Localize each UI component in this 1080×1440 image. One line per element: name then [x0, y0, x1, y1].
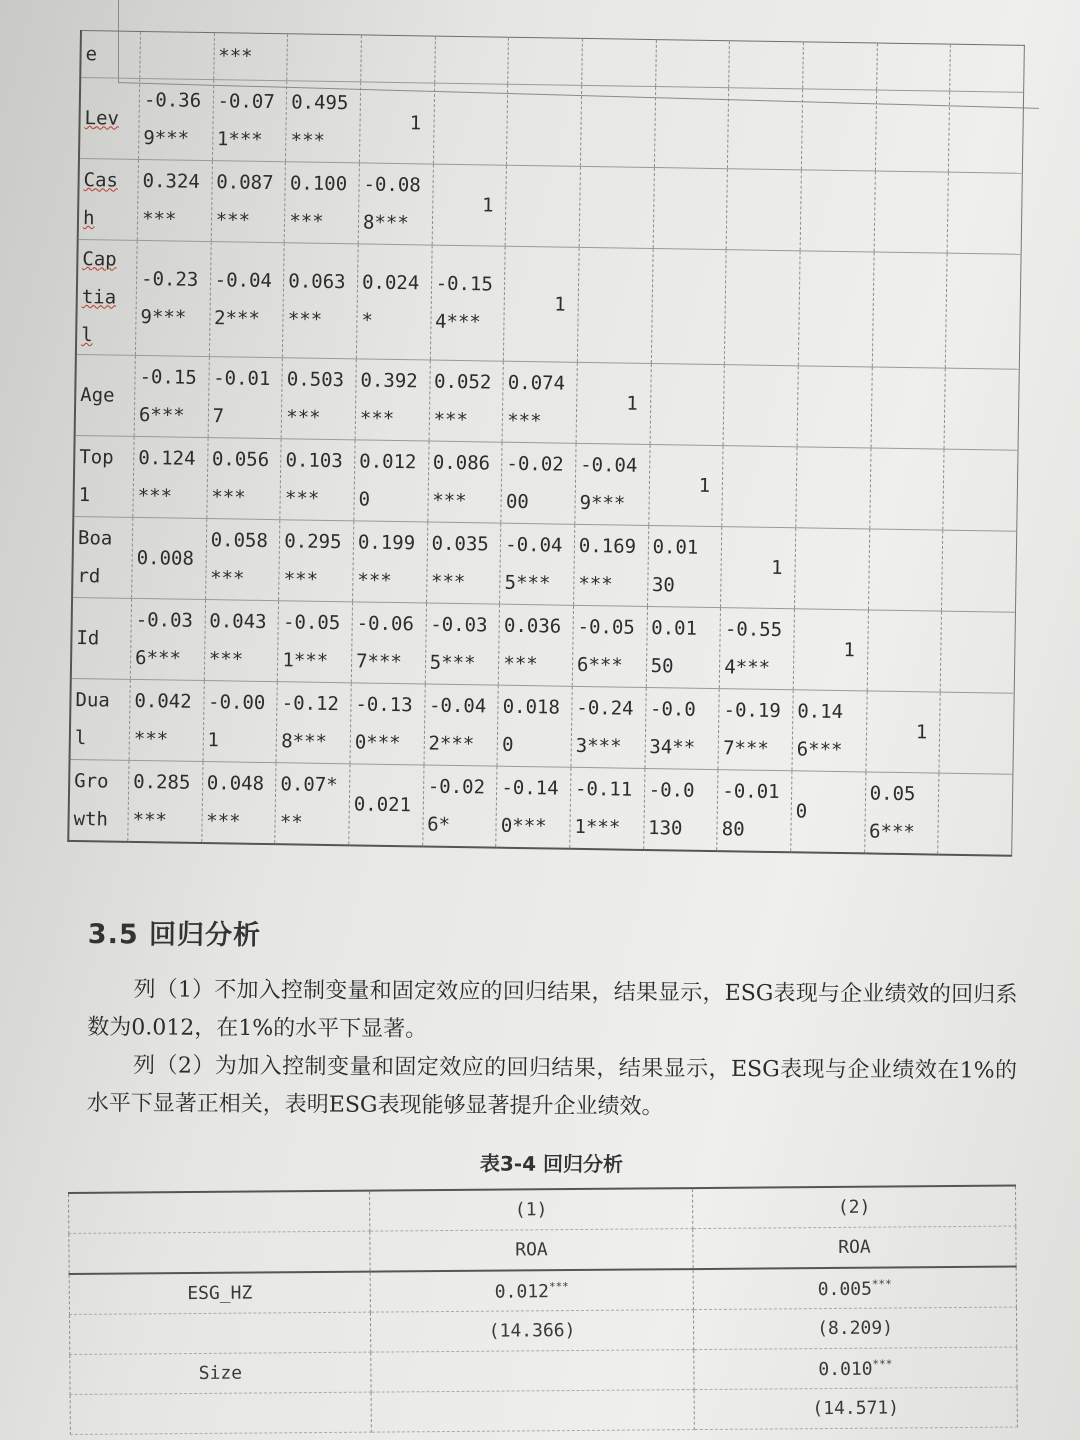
- regression-value: 0.005: [817, 1278, 873, 1300]
- variable-name-cell: [78, 158, 139, 240]
- correlation-cell: 1: [359, 82, 434, 164]
- correlation-cell: 0.285 ***: [128, 760, 203, 843]
- correlation-cell: 0.012 0: [354, 440, 429, 522]
- correlation-cell: 0.07* **: [275, 763, 350, 846]
- correlation-cell: [577, 247, 652, 363]
- variable-name: Id: [76, 627, 100, 650]
- correlation-cell: -0.15 6***: [134, 355, 209, 437]
- variable-name: Age: [80, 384, 115, 407]
- table-row: [75, 354, 1020, 450]
- correlation-cell: -0.13 0***: [350, 683, 425, 765]
- regression-value-cell: [370, 1310, 693, 1353]
- regression-value: (14.571): [812, 1397, 900, 1420]
- variable-name-cell: [71, 597, 132, 679]
- correlation-cell: 1: [721, 527, 796, 609]
- correlation-cell: 0.036 ***: [499, 604, 574, 686]
- correlation-cell: 1: [504, 246, 579, 362]
- correlation-cell: 0.392 ***: [355, 359, 430, 441]
- regression-section: [86, 912, 1018, 1180]
- header-col2-dependent: ROA: [693, 1226, 1016, 1269]
- correlation-cell: 0.169 ***: [573, 524, 648, 606]
- variable-name-cell: [68, 759, 129, 841]
- correlation-cell: [433, 83, 508, 165]
- correlation-cell: 0.495 ***: [286, 81, 361, 163]
- header-col2-number: (2): [692, 1186, 1015, 1229]
- correlation-cell: [725, 250, 800, 366]
- correlation-cell: 0.087 ***: [211, 161, 286, 243]
- correlation-cell: [507, 84, 582, 166]
- variable-name-cell: [80, 31, 140, 79]
- table-row: [68, 759, 1013, 855]
- regression-value-cell: [693, 1307, 1016, 1350]
- correlation-cell: 0.024 *: [356, 244, 431, 360]
- correlation-cell: [728, 88, 803, 170]
- correlation-cell: [801, 89, 876, 171]
- table-row: [70, 678, 1015, 774]
- variable-name: Cas h: [82, 169, 119, 230]
- significance-stars: ***: [871, 1277, 892, 1291]
- correlation-table-container: [67, 30, 1025, 885]
- correlation-cell: -0.11 1***: [570, 767, 645, 850]
- correlation-cell: 0.324 ***: [137, 159, 212, 241]
- regression-value-cell: [693, 1267, 1016, 1310]
- correlation-cell: 1: [648, 444, 723, 526]
- correlation-cell: -0.07 1***: [212, 80, 287, 162]
- correlation-cell: 0.058 ***: [205, 519, 280, 601]
- correlation-cell: -0.23 9***: [135, 240, 210, 356]
- correlation-cell: [722, 446, 797, 528]
- correlation-cell: 0.503 ***: [281, 358, 356, 440]
- table-row: [79, 78, 1024, 174]
- correlation-cell: -0.0 34**: [645, 687, 720, 769]
- correlation-cell: [938, 773, 1013, 856]
- header-empty-cell: [69, 1231, 370, 1274]
- correlation-cell: -0.14 0***: [496, 766, 571, 849]
- table-row: [71, 597, 1016, 693]
- table-caption: 表3-4 回归分析: [479, 1151, 624, 1177]
- correlation-cell: [876, 43, 950, 91]
- correlation-cell: 1: [576, 362, 651, 444]
- correlation-cell: -0.05 6***: [572, 605, 647, 687]
- section-title: 3.5 回归分析: [87, 918, 262, 952]
- correlation-cell: -0.02 6*: [422, 765, 497, 848]
- correlation-cell: [287, 34, 361, 82]
- variable-name: Dua l: [74, 689, 110, 750]
- correlation-cell: -0.19 7***: [718, 689, 793, 771]
- correlation-cell: [655, 40, 729, 88]
- correlation-cell: [939, 692, 1014, 774]
- variable-name: e: [85, 43, 98, 66]
- significance-stars: ***: [548, 1279, 569, 1293]
- correlation-cell: -0.06 7***: [351, 602, 426, 684]
- correlation-cell: 0.043 ***: [204, 600, 279, 682]
- correlation-cell: 0.01 30: [647, 525, 722, 607]
- header-col1-number: (1): [369, 1188, 692, 1231]
- regression-value: 0.010: [818, 1358, 873, 1380]
- regression-value: (8.209): [817, 1317, 894, 1340]
- correlation-cell: [580, 85, 655, 167]
- variable-name-cell: [72, 516, 133, 598]
- correlation-cell: [798, 251, 873, 367]
- correlation-cell: -0.12 8***: [276, 682, 351, 764]
- regression-value-cell: [371, 1350, 694, 1393]
- regression-variable-label: Size: [70, 1352, 371, 1394]
- correlation-cell: 1: [432, 164, 507, 246]
- correlation-cell: [943, 449, 1018, 531]
- correlation-cell: 1: [866, 691, 941, 773]
- correlation-cell: 0.074 ***: [502, 361, 577, 443]
- correlation-cell: [434, 36, 508, 84]
- regression-value-cell: [694, 1387, 1017, 1430]
- correlation-cell: [505, 165, 580, 247]
- variable-name-cell: [76, 239, 137, 355]
- correlation-cell: 0: [791, 771, 866, 854]
- paragraph-2: 列（2）为加入控制变量和固定效应的回归结果，结果显示，ESG表现与企业绩效在1%的水平下显著正相关，表明ESG表现能够显著提升企业绩效。: [86, 1053, 1018, 1120]
- correlation-cell: -0.03 6***: [130, 598, 205, 680]
- correlation-cell: -0.24 3***: [571, 686, 646, 768]
- correlation-cell: [797, 366, 872, 448]
- correlation-cell: 1: [793, 609, 868, 691]
- correlation-cell: [950, 44, 1025, 92]
- correlation-cell: [803, 42, 877, 90]
- variable-name: Gro wth: [73, 770, 109, 831]
- correlation-cell: 0.035 ***: [426, 522, 501, 604]
- correlation-cell: [949, 91, 1024, 173]
- correlation-cell: 0.100 ***: [284, 162, 359, 244]
- correlation-cell: [579, 166, 654, 248]
- correlation-cell: 0.056 ***: [206, 438, 281, 520]
- regression-value: (14.366): [488, 1320, 576, 1342]
- correlation-cell: 0.14 6***: [792, 690, 867, 772]
- table-row: [76, 239, 1021, 369]
- correlation-cell: [582, 38, 656, 86]
- correlation-cell: [653, 168, 728, 250]
- variable-name-cell: [75, 354, 136, 436]
- correlation-cell: [872, 252, 947, 368]
- correlation-cell: -0.01 80: [717, 770, 792, 853]
- correlation-cell: ***: [213, 33, 287, 81]
- correlation-cell: [508, 37, 582, 85]
- correlation-cell: 0.103 ***: [280, 439, 355, 521]
- correlation-cell: [874, 171, 949, 253]
- correlation-cell: -0.03 5***: [425, 603, 500, 685]
- variable-name: Lev: [84, 107, 120, 130]
- correlation-cell: 0.124 ***: [133, 436, 208, 518]
- regression-value-cell: [370, 1269, 693, 1312]
- correlation-cell: [871, 367, 946, 449]
- correlation-cell: 0.008: [132, 517, 207, 599]
- correlation-cell: 0.295 ***: [279, 520, 354, 602]
- variable-name-cell: [79, 78, 140, 160]
- correlation-cell: -0.08 8***: [358, 163, 433, 245]
- correlation-cell: [944, 368, 1019, 450]
- correlation-cell: [875, 90, 950, 172]
- correlation-cell: 0.199 ***: [353, 521, 428, 603]
- correlation-cell: 0.048 ***: [201, 762, 276, 845]
- regression-variable-label: ESG_HZ: [69, 1272, 370, 1315]
- correlation-cell: 0.042 ***: [129, 679, 204, 761]
- correlation-cell: [140, 31, 214, 79]
- correlation-cell: [723, 365, 798, 447]
- correlation-cell: 0.018 0: [497, 685, 572, 767]
- regression-table-container: [68, 1185, 1018, 1435]
- correlation-cell: [868, 529, 943, 611]
- variable-name-cell: [73, 435, 134, 517]
- correlation-cell: [947, 172, 1022, 254]
- header-col1-dependent: ROA: [370, 1229, 693, 1272]
- significance-stars: ***: [872, 1357, 893, 1371]
- table-row: [73, 435, 1018, 531]
- regression-variable-label: [70, 1392, 371, 1434]
- correlation-cell: [654, 87, 729, 169]
- correlation-cell: -0.0 130: [643, 768, 718, 851]
- paragraph-1: 列（1）不加入控制变量和固定效应的回归结果，结果显示，ESG表现与企业绩效的回归系数为0.012，在1%的水平下显著。: [87, 977, 1018, 1043]
- correlation-cell: 0.052 ***: [429, 360, 504, 442]
- variable-name: Top 1: [78, 446, 114, 507]
- correlation-table: [67, 30, 1025, 857]
- correlation-cell: [800, 170, 875, 252]
- header-empty-cell: [69, 1191, 370, 1234]
- correlation-cell: [650, 364, 725, 446]
- correlation-cell: 0.01 50: [646, 606, 721, 688]
- correlation-cell: 0.021: [349, 764, 424, 847]
- correlation-cell: -0.04 2***: [209, 242, 284, 358]
- correlation-cell: [651, 249, 726, 365]
- correlation-cell: -0.01 7: [208, 357, 283, 439]
- correlation-cell: [794, 528, 869, 610]
- correlation-cell: [361, 35, 435, 83]
- correlation-cell: -0.04 5***: [500, 523, 575, 605]
- correlation-cell: [940, 611, 1015, 693]
- correlation-cell: -0.55 4***: [719, 608, 794, 690]
- correlation-cell: [796, 447, 871, 529]
- table-row: [78, 158, 1023, 254]
- correlation-cell: -0.00 1: [203, 681, 278, 763]
- variable-name: Boa rd: [77, 527, 113, 588]
- correlation-cell: -0.36 9***: [138, 78, 213, 160]
- correlation-cell: -0.04 2***: [424, 684, 499, 766]
- regression-value: 0.012: [494, 1280, 550, 1303]
- correlation-cell: 0.086 ***: [427, 441, 502, 523]
- regression-value-cell: [694, 1347, 1017, 1390]
- correlation-cell: [729, 41, 803, 89]
- correlation-cell: 0.063 ***: [283, 243, 358, 359]
- correlation-cell: -0.04 9***: [575, 443, 650, 525]
- correlation-cell: [726, 169, 801, 251]
- correlation-cell: [946, 253, 1022, 369]
- correlation-cell: [867, 610, 942, 692]
- correlation-cell: [869, 448, 944, 530]
- table-row: [70, 1387, 1017, 1434]
- correlation-cell: -0.02 00: [501, 442, 576, 524]
- correlation-cell: 0.05 6***: [864, 772, 939, 855]
- correlation-cell: [942, 530, 1017, 612]
- variable-name-cell: [70, 678, 131, 760]
- regression-value-cell: [371, 1390, 694, 1433]
- correlation-cell: -0.05 1***: [278, 601, 353, 683]
- regression-variable-label: [69, 1312, 370, 1354]
- regression-table: [68, 1185, 1018, 1435]
- variable-name: Cap tia l: [81, 248, 117, 347]
- correlation-cell: -0.15 4***: [430, 245, 505, 361]
- table-row: [72, 516, 1017, 612]
